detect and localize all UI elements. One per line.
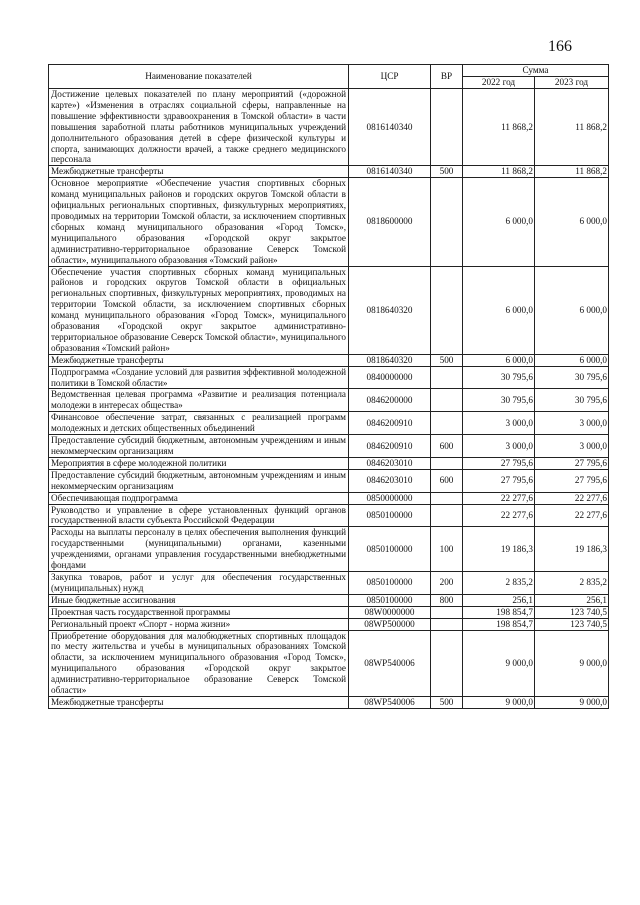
row-csr: 0846203010 [349,469,431,492]
row-name: Достижение целевых показателей по плану мероприятий («дорожной карте») «Изменения в отраслях социальной сферы, направленные на повышение эффективности здравоохранения в Томской области» в части повышения заработной платы работников муниципальных учреждений дополнительного образования детей в сфере физической культуры и спорта, занимающих должности врачей, а также среднего медицинского персонала [49,89,349,166]
table-row [49,630,609,696]
row-value-2023: 9 000,0 [535,696,609,708]
row-vr [431,492,463,504]
row-value-2022: 6 000,0 [463,354,535,366]
row-value-2023: 3 000,0 [535,412,609,435]
header-name: Наименование показателей [49,65,349,89]
table-row [49,435,609,458]
row-csr: 0818640320 [349,354,431,366]
row-vr [431,504,463,527]
row-value-2023: 9 000,0 [535,630,609,696]
row-value-2023: 19 186,3 [535,527,609,572]
row-value-2023: 6 000,0 [535,354,609,366]
row-vr [431,178,463,266]
row-name: Межбюджетные трансферты [49,696,349,708]
table-row [49,412,609,435]
header-year-2023: 2023 год [535,77,609,89]
row-vr [431,89,463,166]
row-name: Обеспечивающая подпрограмма [49,492,349,504]
row-value-2022: 19 186,3 [463,527,535,572]
row-csr: 0818600000 [349,178,431,266]
row-value-2022: 22 277,6 [463,504,535,527]
table-row [49,618,609,630]
row-vr: 500 [431,354,463,366]
row-vr [431,266,463,354]
table-row [49,504,609,527]
row-value-2023: 123 740,5 [535,606,609,618]
row-name: Руководство и управление в сфере установленных функций органов государственной власти субъекта Российской Федерации [49,504,349,527]
row-value-2022: 11 868,2 [463,89,535,166]
row-value-2023: 6 000,0 [535,178,609,266]
row-value-2023: 11 868,2 [535,166,609,178]
table-row [49,266,609,354]
row-csr: 0850100000 [349,594,431,606]
row-value-2023: 30 795,6 [535,389,609,412]
table-row [49,527,609,572]
row-value-2022: 6 000,0 [463,178,535,266]
page-number: 166 [548,38,572,55]
table-row [49,594,609,606]
header-sum: Сумма [463,65,609,77]
row-name: Подпрограмма «Создание условий для развития эффективной молодежной политики в Томской области» [49,366,349,389]
row-vr [431,412,463,435]
row-value-2023: 2 835,2 [535,571,609,594]
row-value-2022: 6 000,0 [463,266,535,354]
table-row [49,606,609,618]
row-vr [431,606,463,618]
row-value-2022: 9 000,0 [463,630,535,696]
row-value-2022: 9 000,0 [463,696,535,708]
row-name: Закупка товаров, работ и услуг для обеспечения государственных (муниципальных) нужд [49,571,349,594]
row-csr: 0846200000 [349,389,431,412]
table-row [49,178,609,266]
row-name: Основное мероприятие «Обеспечение участия спортивных сборных команд муниципальных районов и городских округов Томской области в официальных региональных спортивных, физкультурных мероприятиях, проводимых на территории Томской области, за исключением спортивных сборных команд муниципального образования «Город Томск», муниципального образования «Городской округ закрытое административно-территориальное образование Северск Томской области», муниципального образования «Томский район» [49,178,349,266]
row-csr: 08W0000000 [349,606,431,618]
row-value-2022: 30 795,6 [463,389,535,412]
row-name: Межбюджетные трансферты [49,354,349,366]
row-name: Расходы на выплаты персоналу в целях обеспечения выполнения функций государственными (муниципальными) органами, казенными учреждениями, органами управления государственными внебюджетными фондами [49,527,349,572]
row-vr: 100 [431,527,463,572]
row-name: Финансовое обеспечение затрат, связанных с реализацией программ молодежных и детских общественных объединений [49,412,349,435]
row-csr: 0840000000 [349,366,431,389]
row-name: Мероприятия в сфере молодежной политики [49,457,349,469]
row-vr: 600 [431,469,463,492]
row-value-2022: 2 835,2 [463,571,535,594]
row-vr [431,618,463,630]
row-name: Региональный проект «Спорт - норма жизни» [49,618,349,630]
row-value-2022: 198 854,7 [463,618,535,630]
row-value-2023: 30 795,6 [535,366,609,389]
row-name: Предоставление субсидий бюджетным, автономным учреждениям и иным некоммерческим организациям [49,435,349,458]
table-row [49,366,609,389]
row-value-2022: 22 277,6 [463,492,535,504]
row-name: Межбюджетные трансферты [49,166,349,178]
row-value-2023: 22 277,6 [535,492,609,504]
row-csr: 08WP540006 [349,696,431,708]
row-value-2023: 3 000,0 [535,435,609,458]
row-csr: 0846203010 [349,457,431,469]
table-row [49,89,609,166]
row-vr: 500 [431,696,463,708]
row-value-2022: 3 000,0 [463,435,535,458]
row-value-2022: 256,1 [463,594,535,606]
row-value-2022: 3 000,0 [463,412,535,435]
row-csr: 0850000000 [349,492,431,504]
row-vr: 600 [431,435,463,458]
row-vr: 800 [431,594,463,606]
table-row [49,571,609,594]
row-csr: 0850100000 [349,571,431,594]
row-csr: 0816140340 [349,166,431,178]
row-value-2023: 27 795,6 [535,469,609,492]
row-vr: 500 [431,166,463,178]
table-row [49,457,609,469]
row-name: Ведомственная целевая программа «Развитие и реализация потенциала молодежи в интересах общества» [49,389,349,412]
row-name: Иные бюджетные ассигнования [49,594,349,606]
row-vr [431,457,463,469]
header-csr: ЦСР [349,65,431,89]
row-name: Предоставление субсидий бюджетным, автономным учреждениям и иным некоммерческим организациям [49,469,349,492]
table-row [49,469,609,492]
row-csr: 0846200910 [349,435,431,458]
header-vr: ВР [431,65,463,89]
row-csr: 0846200910 [349,412,431,435]
row-csr: 0816140340 [349,89,431,166]
row-csr: 0850100000 [349,504,431,527]
row-value-2022: 30 795,6 [463,366,535,389]
row-csr: 0850100000 [349,527,431,572]
budget-table [48,64,609,709]
table-row [49,696,609,708]
table-body [49,89,609,709]
row-name: Приобретение оборудования для малобюджетных спортивных площадок по месту жительства и учебы в муниципальных образованиях Томской области, за исключением муниципального образования «Город Томск», муниципального образования «Городской округ закрытое административно-территориальное образование Северск Томской области» [49,630,349,696]
row-csr: 08WP500000 [349,618,431,630]
row-value-2022: 11 868,2 [463,166,535,178]
table-row [49,492,609,504]
row-value-2023: 6 000,0 [535,266,609,354]
table-row [49,166,609,178]
row-csr: 08WP540006 [349,630,431,696]
row-value-2022: 27 795,6 [463,457,535,469]
table-row [49,354,609,366]
row-name: Проектная часть государственной программы [49,606,349,618]
header-year-2022: 2022 год [463,77,535,89]
row-value-2023: 27 795,6 [535,457,609,469]
row-value-2023: 11 868,2 [535,89,609,166]
row-csr: 0818640320 [349,266,431,354]
row-value-2023: 123 740,5 [535,618,609,630]
row-vr [431,389,463,412]
row-vr [431,630,463,696]
row-vr [431,366,463,389]
row-value-2023: 256,1 [535,594,609,606]
table-row [49,389,609,412]
row-vr: 200 [431,571,463,594]
row-value-2022: 27 795,6 [463,469,535,492]
row-value-2023: 22 277,6 [535,504,609,527]
row-name: Обеспечение участия спортивных сборных команд муниципальных районов и городских округов Томской области в официальных региональных спортивных, физкультурных мероприятиях, проводимых на территории Томской области, за исключением спортивных сборных команд муниципального образования «Город Томск», муниципального образования «Городской округ закрытое административно-территориальное образование Северск Томской области», муниципального образования «Томский район» [49,266,349,354]
row-value-2022: 198 854,7 [463,606,535,618]
